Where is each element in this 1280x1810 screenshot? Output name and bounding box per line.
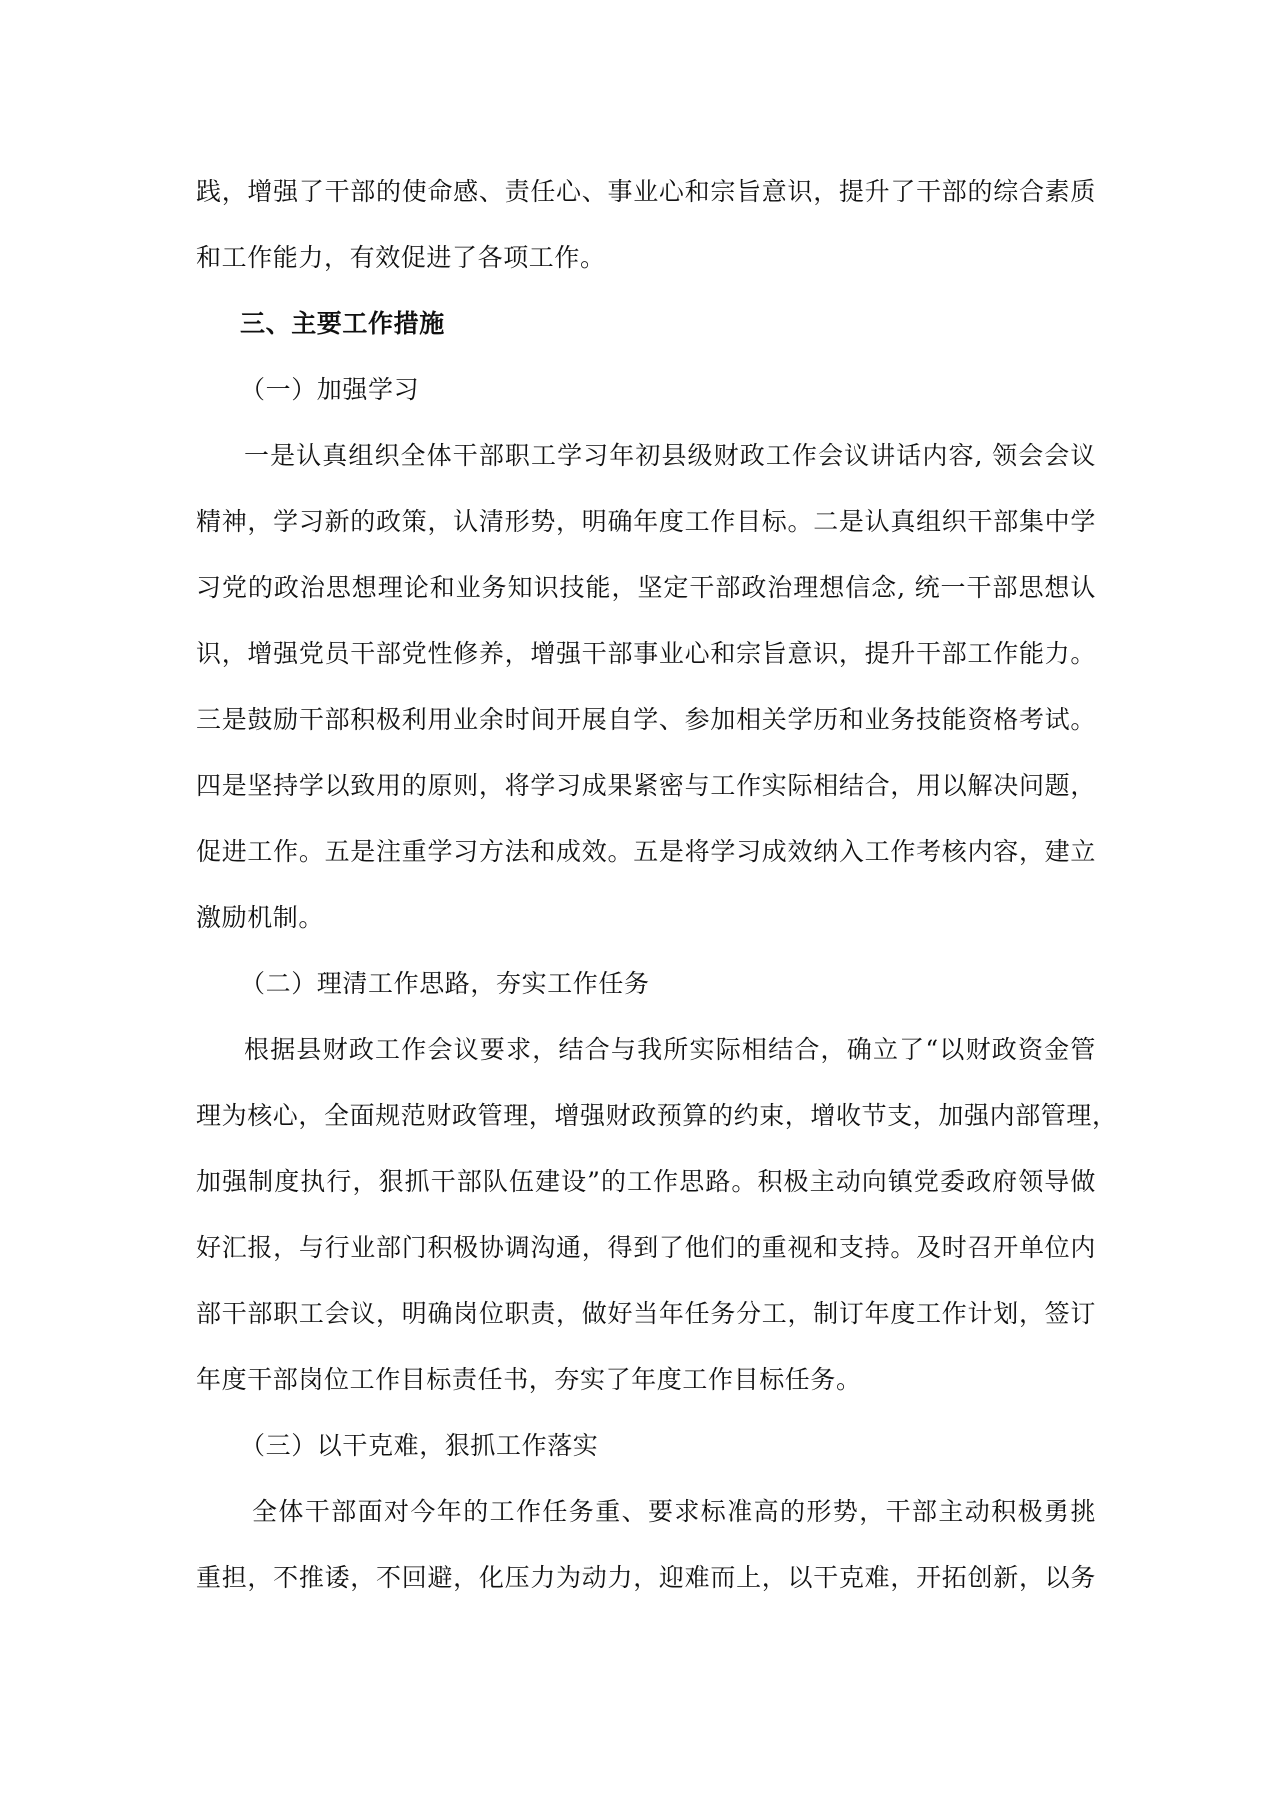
paragraph-line: 根据县财政工作会议要求，结合与我所实际相结合，确立了“以财政资金管	[244, 1035, 1096, 1064]
section-heading: 三、主要工作措施	[240, 309, 445, 338]
paragraph-line: 精神，学习新的政策，认清形势，明确年度工作目标。二是认真组织干部集中学	[196, 507, 1096, 536]
paragraph-line: 全体干部面对今年的工作任务重、要求标准高的形势，干部主动积极勇挑	[252, 1497, 1096, 1526]
paragraph-line: 部干部职工会议，明确岗位职责，做好当年任务分工，制订年度工作计划，签订	[196, 1299, 1096, 1328]
paragraph-line: 加强制度执行，狠抓干部队伍建设”的工作思路。积极主动向镇党委政府领导做	[196, 1167, 1096, 1196]
subsection-heading: （二）理清工作思路，夯实工作任务	[240, 969, 650, 998]
paragraph-line: 促进工作。五是注重学习方法和成效。五是将学习成效纳入工作考核内容，建立	[196, 837, 1096, 866]
paragraph-line: 好汇报，与行业部门积极协调沟通，得到了他们的重视和支持。及时召开单位内	[196, 1233, 1096, 1262]
paragraph-line: 习党的政治思想理论和业务知识技能，坚定干部政治理想信念, 统一干部思想认	[196, 573, 1096, 602]
paragraph-line: 三是鼓励干部积极利用业余时间开展自学、参加相关学历和业务技能资格考试。	[196, 705, 1096, 734]
paragraph-line: 激励机制。	[196, 903, 325, 932]
subsection-heading: （一）加强学习	[240, 375, 420, 404]
paragraph-line: 重担，不推诿，不回避，化压力为动力，迎难而上，以干克难，开拓创新，以务	[196, 1563, 1096, 1592]
paragraph-line: 识，增强党员干部党性修养，增强干部事业心和宗旨意识，提升干部工作能力。	[196, 639, 1096, 668]
paragraph-line: 年度干部岗位工作目标责任书，夯实了年度工作目标任务。	[196, 1365, 862, 1394]
paragraph-line: 践，增强了干部的使命感、责任心、事业心和宗旨意识，提升了干部的综合素质	[196, 177, 1096, 206]
paragraph-line: 四是坚持学以致用的原则，将学习成果紧密与工作实际相结合，用以解决问题，	[196, 771, 1096, 800]
paragraph-line: 一是认真组织全体干部职工学习年初县级财政工作会议讲话内容, 领会会议	[244, 441, 1096, 470]
subsection-heading: （三）以干克难，狠抓工作落实	[240, 1431, 599, 1460]
paragraph-line: 和工作能力，有效促进了各项工作。	[196, 243, 606, 272]
paragraph-line: 理为核心，全面规范财政管理，增强财政预算的约束，增收节支，加强内部管理，	[196, 1101, 1118, 1130]
